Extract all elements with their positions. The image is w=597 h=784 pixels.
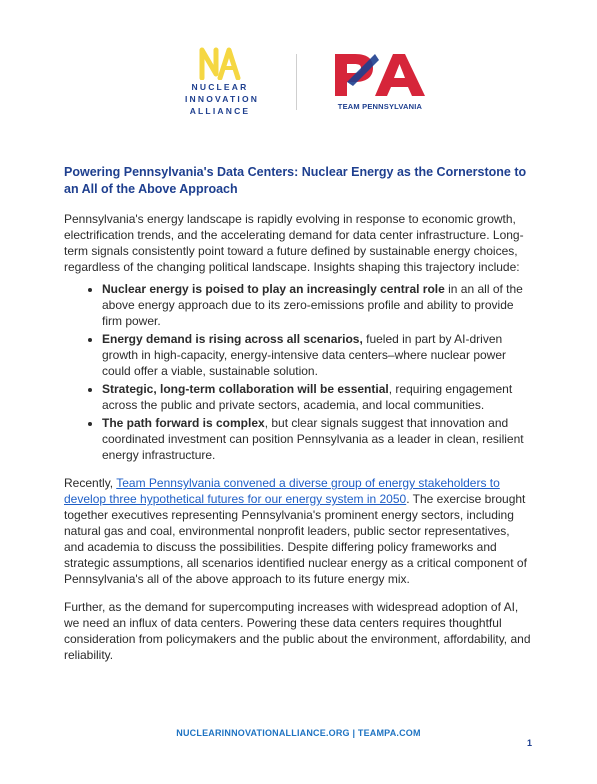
bullet-bold: Nuclear energy is poised to play an increasingly central role — [102, 282, 445, 296]
list-item — [102, 331, 532, 379]
bullet-text: , requiring engagement across the public and private sectors, academia, and local communities. — [102, 382, 513, 412]
list-item — [102, 281, 532, 329]
nia-line-1: NUCLEAR — [191, 82, 249, 92]
bullet-text: in an all of the above energy approach due to its zero-emissions profile and ability to provide firm power. — [102, 282, 523, 328]
nia-line-3: ALLIANCE — [189, 106, 251, 116]
document-body — [64, 164, 532, 675]
bullet-text: , but clear signals suggest that innovation and coordinated investment can position Pennsylvania as a leader in clean, resilient energy infrastructure. — [102, 416, 524, 462]
footer-link-teampa[interactable]: TEAMPA.COM — [357, 728, 421, 738]
scenarios-paragraph — [64, 475, 532, 587]
bullet-bold: The path forward is complex — [102, 416, 265, 430]
footer-link-nia[interactable]: NUCLEARINNOVATIONALLIANCE.ORG — [176, 728, 350, 738]
nia-line-2: INNOVATION — [185, 94, 260, 104]
pa-monogram-icon — [331, 48, 429, 98]
page-number: 1 — [527, 738, 533, 748]
bullet-bold: Energy demand is rising across all scenarios, — [102, 332, 363, 346]
list-item — [102, 381, 532, 413]
pa-caption: TEAM PENNSYLVANIA — [337, 102, 423, 111]
nuclear-innovation-alliance-logo — [185, 46, 260, 116]
team-pennsylvania-logo — [328, 48, 432, 111]
data-centers-paragraph: Further, as the demand for supercomputing increases with widespread adoption of AI, we need an influx of data centers. Powering these data centers requires thoughtful consideration from policymakers and the public about the environment, affordability, and reliability. — [64, 600, 531, 662]
document-title: Powering Pennsylvania's Data Centers: Nuclear Energy as the Cornerstone to an All of the Above Approach — [64, 165, 527, 196]
footer — [0, 728, 597, 738]
insights-list — [64, 281, 532, 463]
paragraph-prefix: Recently, — [64, 476, 117, 490]
nia-monogram-icon — [198, 46, 242, 80]
list-item — [102, 415, 532, 463]
bullet-bold: Strategic, long-term collaboration will be essential — [102, 382, 389, 396]
bullet-text: fueled in part by AI-driven growth in high-capacity, energy-intensive data centers–where nuclear power could offer a viable, sustainable solution. — [102, 332, 506, 378]
footer-separator: | — [352, 728, 356, 738]
paragraph-suffix: . The exercise brought together executives representing Pennsylvania's prominent energy sectors, including natural gas and coal, environmental nonprofit leaders, public sector representatives, and academia to discuss the possibilities. Despite differing policy frameworks and strategic assumptions, all scenarios identified nuclear energy as a critical component of Pennsylvania's all of the above approach to its future energy mix. — [64, 492, 527, 586]
team-pennsylvania-report-link[interactable]: Team Pennsylvania convened a diverse group of energy stakeholders to develop three hypothetical futures for our energy system in 2050 — [64, 476, 500, 506]
logo-divider — [296, 54, 297, 110]
header-logos — [0, 44, 597, 124]
intro-paragraph: Pennsylvania's energy landscape is rapidly evolving in response to economic growth, electrification trends, and the accelerating demand for data center infrastructure. Long-term signals consistently point toward a future defined by sustainable energy choices, regardless of the changing political landscape. Insights shaping this trajectory include: — [64, 212, 524, 274]
